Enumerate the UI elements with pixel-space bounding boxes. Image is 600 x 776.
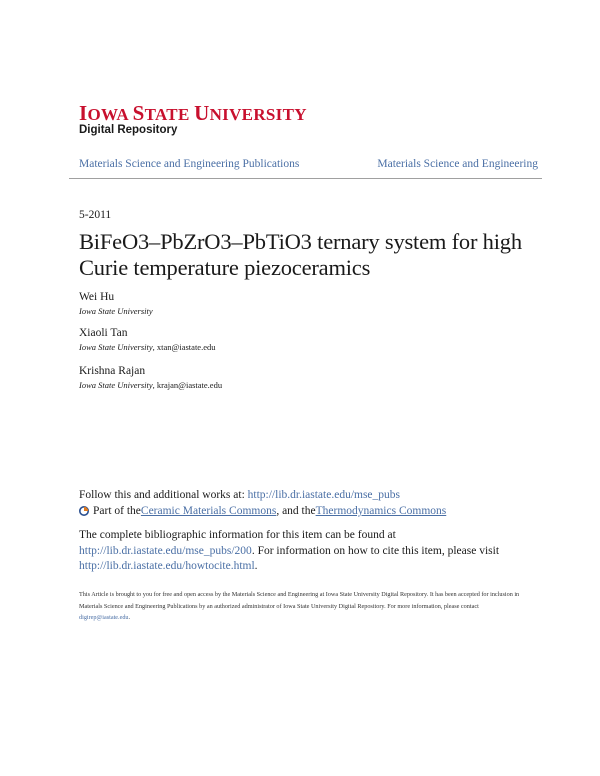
logo-letter: S (132, 101, 145, 125)
logo-letter: I (79, 101, 88, 125)
follow-text: Follow this and additional works at: (79, 489, 248, 501)
follow-url-link[interactable]: http://lib.dr.iastate.edu/mse_pubs (247, 489, 401, 501)
contact-email-link[interactable]: digirep@iastate.edu (79, 614, 129, 621)
repository-name: Digital Repository (79, 124, 178, 136)
ceramic-commons-link[interactable]: Ceramic Materials Commons (140, 505, 277, 517)
author-affiliation (79, 380, 222, 391)
author-email[interactable]: , krajan@iastate.edu (152, 380, 223, 390)
publications-link[interactable]: Materials Science and Engineering Publications (79, 158, 300, 170)
logo-text: NIVERSITY (209, 105, 307, 124)
part-of-text: Part of the (93, 505, 141, 517)
part-of-line (79, 504, 446, 518)
author-name: Xiaoli Tan (79, 327, 128, 339)
publication-date: 5-2011 (79, 209, 112, 221)
article-title: BiFeO3–PbZrO3–PbTiO3 ternary system for high Curie temperature piezoceramics (79, 229, 522, 280)
university-logo (79, 101, 307, 125)
notice-text: . (128, 614, 131, 621)
access-notice (79, 589, 521, 624)
affiliation-text: Iowa State University (79, 306, 153, 316)
part-of-text: , and the (276, 505, 316, 517)
bepress-icon (79, 506, 89, 516)
divider (69, 178, 542, 179)
author-affiliation (79, 306, 153, 317)
citation-text: The complete bibliographic information for this item can be found at (79, 529, 396, 541)
author-name: Wei Hu (79, 291, 115, 303)
citation-paragraph (79, 528, 519, 575)
notice-text: This Article is brought to you for free and open access by the Materials Science and Engineering at Iowa State University Digital Repository. It has been accepted for inclusion in Materials Science and Engineering Publications by an authorized administrator of Iowa State University Digital Repository. For more information, please contact (79, 591, 520, 610)
howtocite-link[interactable]: http://lib.dr.iastate.edu/howtocite.html (79, 560, 255, 572)
logo-text: TATE (144, 105, 195, 124)
affiliation-text: Iowa State University (79, 342, 153, 352)
item-url-link[interactable]: http://lib.dr.iastate.edu/mse_pubs/200 (79, 544, 252, 557)
thermodynamics-commons-link[interactable]: Thermodynamics Commons (315, 505, 447, 517)
author-affiliation (79, 342, 215, 353)
logo-letter: U (194, 101, 210, 125)
follow-line (79, 488, 400, 502)
logo-text: OWA (87, 105, 133, 124)
citation-text: . For information on how to cite this item, please visit (251, 544, 500, 557)
citation-text: . (254, 560, 258, 572)
author-email[interactable]: , xtan@iastate.edu (152, 342, 216, 352)
department-link[interactable]: Materials Science and Engineering (377, 158, 538, 170)
affiliation-text: Iowa State University (79, 380, 153, 390)
author-name: Krishna Rajan (79, 365, 146, 377)
